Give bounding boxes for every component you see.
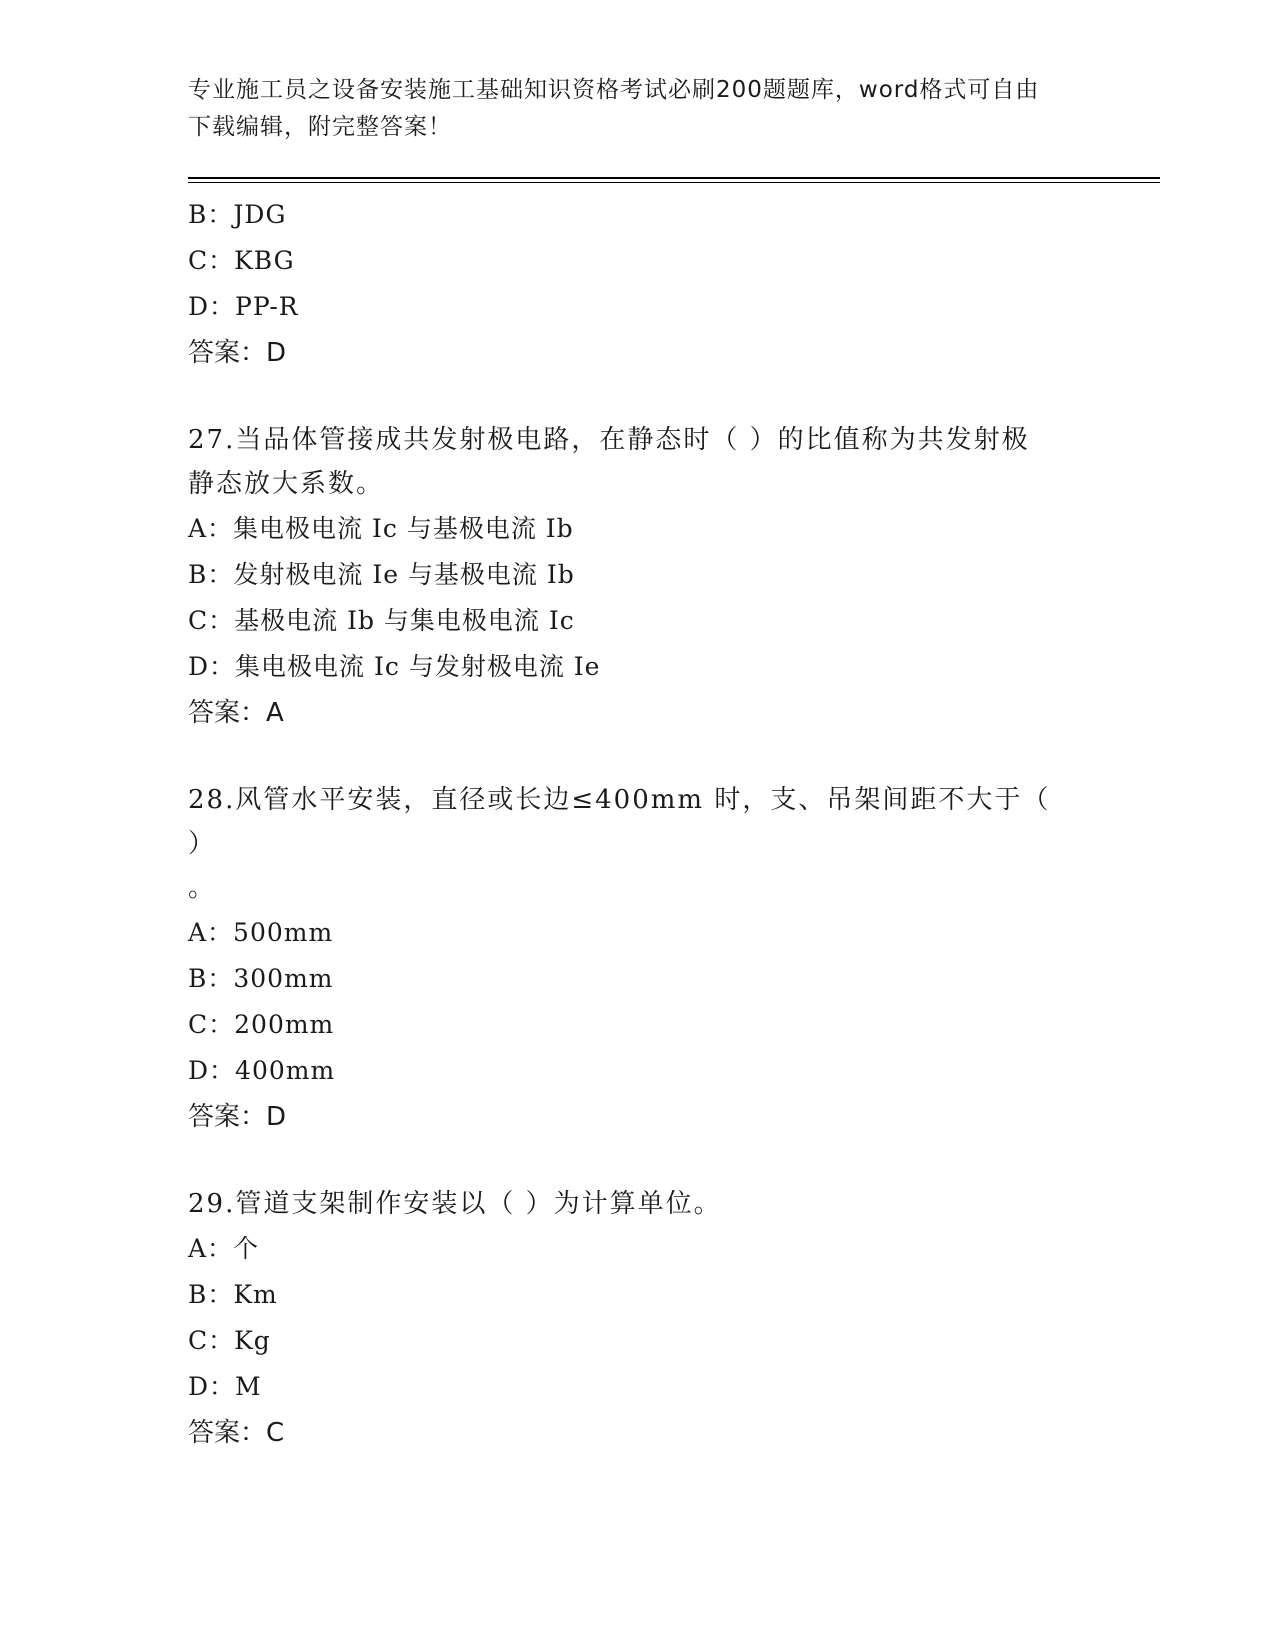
answer-label: 答案：D — [188, 338, 287, 368]
option-b: B：300mm — [188, 964, 334, 993]
question-28 — [188, 778, 1088, 1140]
option-c: C：200mm — [188, 1010, 335, 1039]
header-divider-thick — [188, 177, 1160, 179]
option-c: C：基极电流 Ib 与集电极电流 Ic — [188, 606, 575, 635]
question-text-line: 。 — [188, 873, 217, 903]
document-header — [188, 72, 1088, 146]
option-d: D：M — [188, 1372, 262, 1401]
question-text-line: 27.当品体管接成共发射极电路，在静态时（ ）的比值称为共发射极 — [188, 425, 1030, 455]
question-text — [188, 418, 1068, 506]
answer-label: 答案：A — [188, 698, 284, 728]
option-b: B：发射极电流 Ie 与基极电流 Ib — [188, 560, 575, 589]
question-text-line: 静态放大系数。 — [188, 469, 385, 499]
header-line-1: 专业施工员之设备安装施工基础知识资格考试必刷200题题库，word格式可自由 — [188, 77, 1040, 103]
option-b: B：Km — [188, 1280, 278, 1309]
option-b: B：JDG — [188, 200, 287, 229]
question-text-line: 28.风管水平安装，直径或长边≤400mm 时，支、吊架间距不大于（ ） — [188, 785, 1051, 859]
option-c: C：Kg — [188, 1326, 271, 1355]
question-list — [188, 192, 1088, 1456]
option-a: A：500mm — [188, 918, 334, 947]
question-27 — [188, 418, 1088, 736]
question-text-line: 29.管道支架制作安装以（ ）为计算单位。 — [188, 1189, 722, 1219]
option-d: D：集电极电流 Ic 与发射极电流 Ie — [188, 652, 601, 681]
question-text — [188, 1182, 1068, 1226]
option-d: D：400mm — [188, 1056, 336, 1085]
option-c: C：KBG — [188, 246, 295, 275]
header-divider-thin — [188, 182, 1160, 183]
answer-label: 答案：C — [188, 1418, 285, 1448]
header-line-2: 下载编辑，附完整答案！ — [188, 114, 452, 140]
option-a: A：集电极电流 Ic 与基极电流 Ib — [188, 514, 574, 543]
option-a: A：个 — [188, 1234, 260, 1263]
answer-label: 答案：D — [188, 1102, 287, 1132]
question-text — [188, 778, 1068, 910]
option-d: D：PP-R — [188, 292, 299, 321]
question-29 — [188, 1182, 1088, 1456]
question-26-fragment — [188, 192, 1088, 376]
